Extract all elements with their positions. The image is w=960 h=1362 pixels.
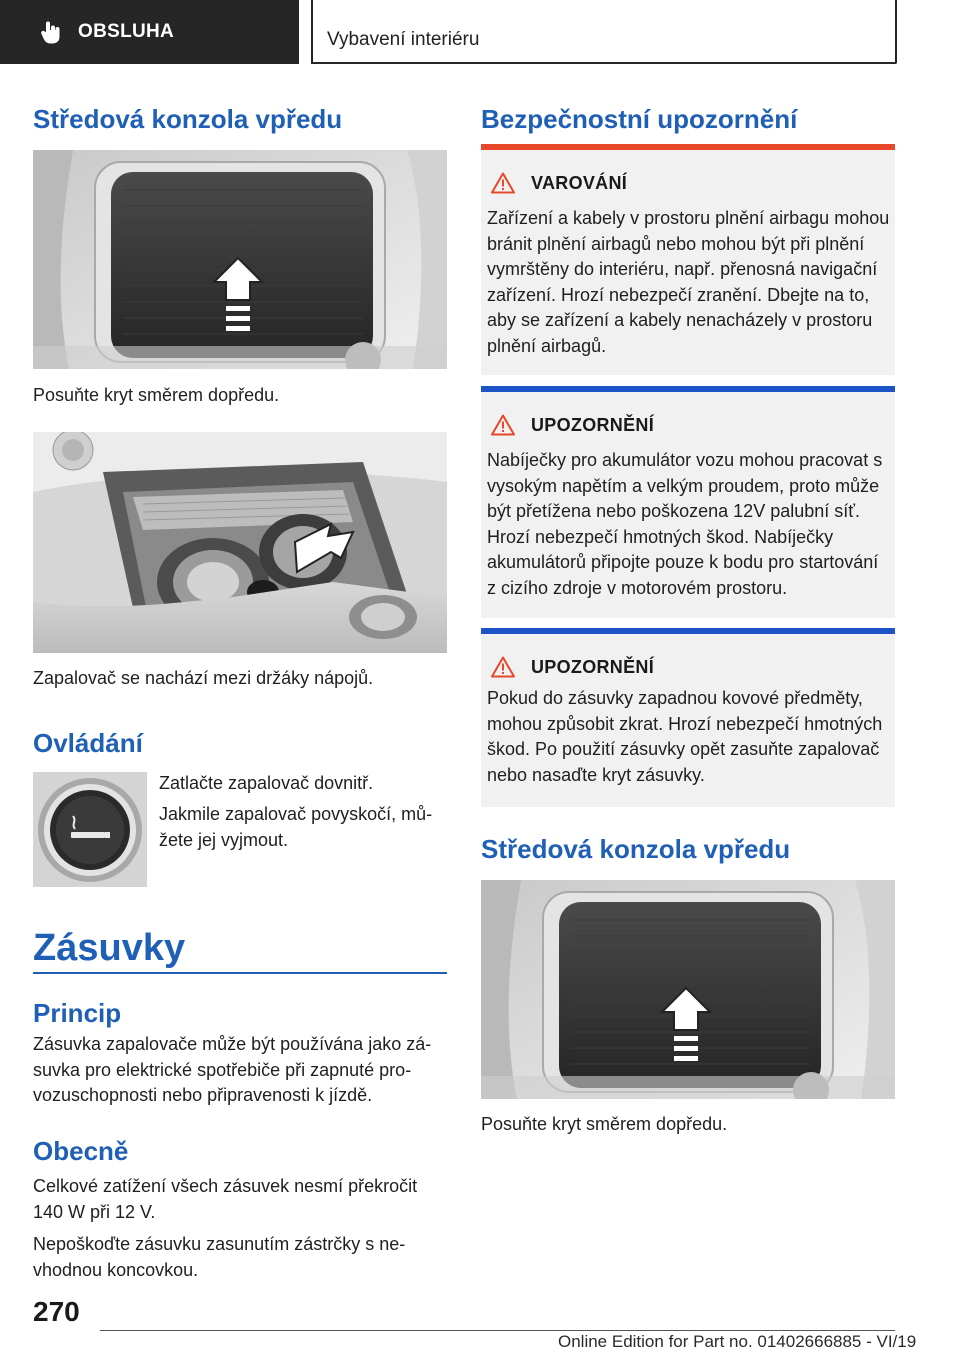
warning-title: VAROVÁNÍ: [531, 172, 628, 193]
console-cover-illustration-2: [481, 880, 895, 1099]
console-heading: Středová konzola vpředu: [33, 104, 343, 134]
section-label: OBSLUHA: [78, 21, 175, 42]
warning-triangle-icon: [491, 172, 515, 194]
operation-step-2: Jakmile zapalovač povyskočí, můžete jej vyjmout.: [159, 804, 433, 850]
safety-heading: Bezpečnostní upozornění: [481, 104, 798, 134]
page-number: 270: [33, 1296, 80, 1327]
lighter-illustration: [33, 772, 147, 887]
lighter-location-photo: [33, 432, 447, 653]
principle-text: Zásuvka zapalovače může být používána jako zásuvka pro elektrické spotřebiče při zapnuté provozuschopnosti nebo připravenosti k jízdě.: [33, 1034, 432, 1105]
notice-header-1: [491, 414, 654, 436]
warning-bar: [481, 144, 895, 150]
notice-bar-2: [481, 628, 895, 634]
sockets-heading: Zásuvky: [33, 927, 186, 969]
general-text-1: Celkové zatížení všech zásuvek nesmí překročit 140 W při 12 V.: [33, 1176, 418, 1222]
warning-triangle-icon: [491, 656, 515, 678]
notice-title-1: UPOZORNĚNÍ: [531, 414, 655, 435]
operation-step-1: Zatlačte zapalovač dovnitř.: [159, 773, 374, 793]
edition-footer: Online Edition for Part no. 01402666885 - VI/19: [558, 1332, 917, 1351]
notice-text-1: Nabíječky pro akumulátor vozu mohou pracovat s vysokým napětím a velkým proudem, proto může být přetížena nebo poškozena 12V palubní síť. Hrozí nebezpečí hmotných škod. Nabíječky akumulátorů připojte pouze k bodu pro startování z cizího zdroje v motorovém prostoru.: [487, 450, 883, 598]
warning-header: [491, 172, 627, 194]
console-cover-photo: [33, 150, 447, 369]
warning-text: Zařízení a kabely v prostoru plnění airbagu mohou bránit plnění airbagů nebo mohou být při plnění vymrštěny do interiéru, např. přenosná navigační zařízení. Hrozí nebezpečí zranění. Dbejte na to, aby se zařízení a kabely nenacházely v prostoru plnění airbagů.: [487, 208, 890, 356]
notice-title-2: UPOZORNĚNÍ: [531, 656, 655, 677]
general-heading: Obecně: [33, 1136, 129, 1166]
console-heading-2: Středová konzola vpředu: [481, 834, 791, 864]
operation-heading: Ovládání: [33, 728, 143, 758]
notice-box-1: [481, 386, 895, 618]
lighter-photo: [33, 772, 147, 887]
caption-cover: Posuňte kryt směrem dopředu.: [33, 385, 280, 405]
lighter-location-illustration: [33, 432, 447, 653]
notice-bar-1: [481, 386, 895, 392]
warning-triangle-icon: [491, 414, 515, 436]
chapter-title: Vybavení interiéru: [327, 29, 480, 50]
notice-header-2: [491, 656, 654, 678]
sockets-rule: [33, 972, 447, 974]
section-tab: [0, 0, 299, 64]
notice-box-2: [481, 628, 895, 807]
principle-heading: Princip: [33, 998, 122, 1028]
general-text-2: Nepoškoďte zásuvku zasunutím zástrčky s nevhodnou koncovkou.: [33, 1234, 406, 1280]
console-cover-photo-2: [481, 880, 895, 1099]
warning-box: [481, 144, 895, 375]
hand-icon: [38, 19, 64, 45]
caption-lighter: Zapalovač se nachází mezi držáky nápojů.: [33, 668, 374, 688]
console-cover-illustration: [33, 150, 447, 369]
caption-cover-2: Posuňte kryt směrem dopředu.: [481, 1114, 728, 1134]
notice-text-2: Pokud do zásuvky zapadnou kovové předměty, mohou způsobit zkrat. Hrozí nebezpečí hmotných škod. Po použití zásuvky opět zasuňte zapalovač nebo nasaďte kryt zásuvky.: [487, 688, 883, 785]
footer-rule: [100, 1330, 895, 1331]
chapter-header: [311, 0, 897, 64]
